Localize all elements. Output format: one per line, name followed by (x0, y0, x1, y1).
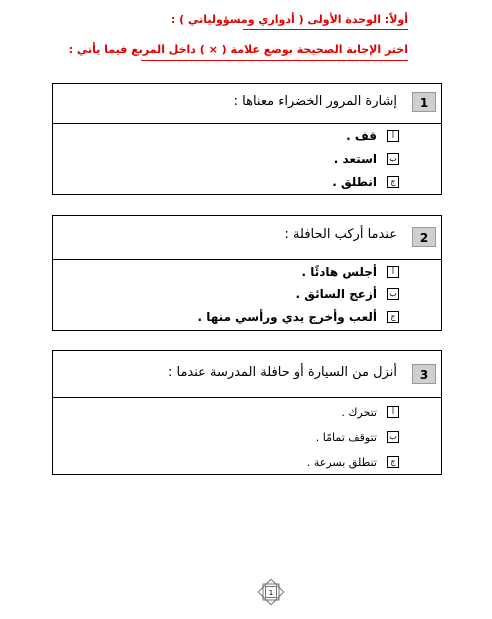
option-c-text: ألعب وأخرج يدي ورأسي منها . (197, 310, 377, 324)
question-2-number: 2 (412, 227, 436, 247)
option-b-text: أزعج السائق . (295, 287, 377, 301)
instruction-text: اختر الإجابة الصحيحة بوضع علامة ( × ) داخل المربع فيما يأتي : (68, 43, 408, 56)
option-b-text: تتوقف تمامًا . (315, 430, 377, 444)
option-a-text: أجلس هادئًا . (301, 265, 377, 279)
question-3-box (52, 350, 442, 475)
page-number-ornament-icon (258, 579, 284, 605)
question-2-option-a[interactable] (301, 265, 399, 279)
unit-title: أولاً: الوحدة الأولى ( أدواري ومسؤولياتي ) : (170, 13, 408, 26)
question-1-header (53, 84, 441, 124)
question-1-option-b[interactable] (334, 152, 399, 166)
option-a-checkbox[interactable]: أ (387, 130, 399, 142)
option-b-checkbox[interactable]: ب (387, 288, 399, 300)
question-2-header (53, 216, 441, 260)
option-b-checkbox[interactable]: ب (387, 431, 399, 443)
question-1-text: إشارة المرور الخضراء معناها : (233, 94, 397, 109)
option-b-checkbox[interactable]: ب (387, 153, 399, 165)
question-1-option-c[interactable] (332, 175, 399, 189)
question-1-number: 1 (412, 92, 436, 112)
option-c-text: انطلق . (332, 175, 377, 189)
question-1-option-a[interactable] (346, 129, 399, 143)
option-a-checkbox[interactable]: أ (387, 266, 399, 278)
option-c-checkbox[interactable]: ج (387, 311, 399, 323)
instruction-underline (141, 60, 408, 61)
question-3-header (53, 351, 441, 398)
question-3-number: 3 (412, 364, 436, 384)
option-c-checkbox[interactable]: ج (387, 456, 399, 468)
question-3-option-c[interactable] (307, 455, 399, 469)
option-c-text: تنطلق بسرعة . (306, 455, 377, 469)
question-3-text: أنزل من السيارة أو حافلة المدرسة عندما : (167, 365, 397, 380)
question-2-option-b[interactable] (296, 287, 399, 301)
question-3-option-b[interactable] (316, 430, 399, 444)
page-number: 1 (268, 589, 274, 597)
option-a-text: تتحرك . (341, 405, 377, 419)
question-1-box (52, 83, 442, 195)
option-a-checkbox[interactable]: أ (387, 406, 399, 418)
question-2-text: عندما أركب الحافلة : (284, 227, 397, 242)
option-b-text: استعد . (333, 152, 377, 166)
unit-title-underline (243, 29, 408, 30)
option-a-text: قف . (346, 129, 377, 143)
question-2-option-c[interactable] (198, 310, 400, 324)
question-3-option-a[interactable] (341, 405, 399, 419)
question-2-box (52, 215, 442, 331)
option-c-checkbox[interactable]: ج (387, 176, 399, 188)
